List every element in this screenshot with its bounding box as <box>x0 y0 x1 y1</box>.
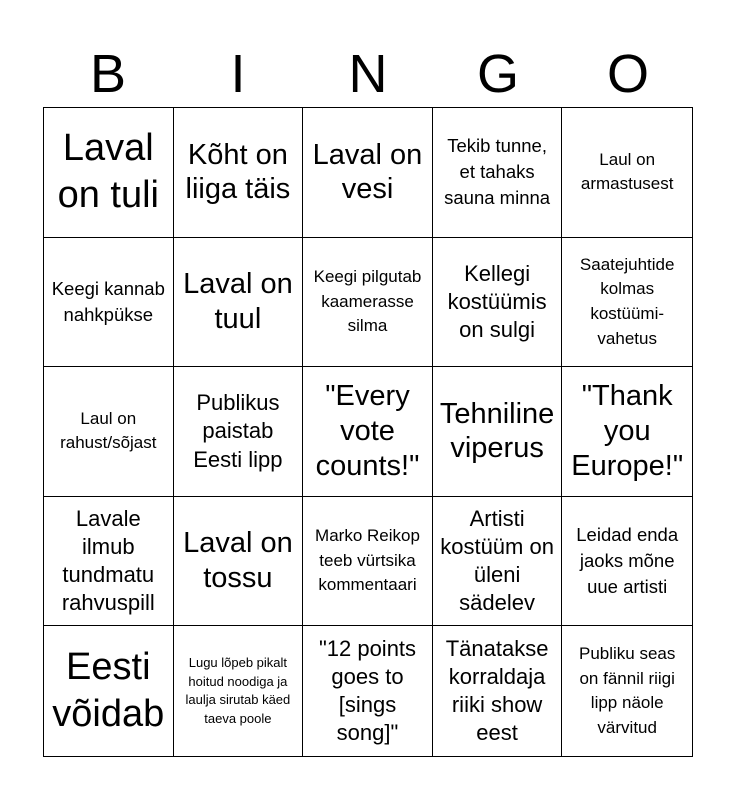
bingo-cell[interactable]: "Thank you Europe!" <box>562 367 692 497</box>
bingo-cell[interactable]: Tänatakse korraldaja riiki show eest <box>433 626 563 756</box>
bingo-cell[interactable]: "12 points goes to [sings song]" <box>303 626 433 756</box>
bingo-cell[interactable]: Marko Reikop teeb vürtsika kommentaari <box>303 497 433 627</box>
bingo-cell[interactable]: Laul on armastusest <box>562 108 692 238</box>
bingo-cell[interactable]: Laval on vesi <box>303 108 433 238</box>
bingo-cell[interactable]: Kõht on liiga täis <box>174 108 304 238</box>
bingo-cell[interactable]: Laval on tuli <box>44 108 174 238</box>
bingo-cell[interactable]: Publiku seas on fännil riigi lipp näole värvitud <box>579 643 676 737</box>
header-letter-n: N <box>348 44 388 104</box>
bingo-cell[interactable]: Leidad enda jaoks mõne uue artisti <box>562 497 692 627</box>
bingo-cell[interactable]: Tekib tunne, et tahaks sauna minna <box>433 108 563 238</box>
bingo-cell[interactable]: Lavale ilmub tundmatu rahvuspill <box>44 497 174 627</box>
bingo-cell[interactable]: Tehniline viperus <box>433 367 563 497</box>
header-letter-o: O <box>606 44 649 104</box>
bingo-cell[interactable]: "Every vote counts!" <box>303 367 433 497</box>
bingo-cell[interactable]: Keegi pilgutab kaamerasse silma <box>303 238 433 368</box>
bingo-cell[interactable]: Publikus paistab Eesti lipp <box>174 367 304 497</box>
bingo-board <box>43 107 693 757</box>
bingo-cell[interactable]: Laul on rahust/sõjast <box>44 367 174 497</box>
bingo-cell[interactable]: Keegi kannab nahkpükse <box>44 238 174 368</box>
header-letter-i: I <box>230 44 246 104</box>
bingo-cell[interactable]: Kellegi kostüümis on sulgi <box>433 238 563 368</box>
bingo-cell[interactable]: Artisti kostüüm on üleni sädelev <box>433 497 563 627</box>
bingo-cell[interactable]: Lugu lõpeb pikalt hoitud noodiga ja laulja sirutab käed taeva poole <box>174 626 304 756</box>
header-letter-b: B <box>89 44 127 104</box>
header-letter-g: G <box>476 44 519 104</box>
bingo-header <box>43 38 693 110</box>
bingo-cell[interactable]: Eesti võidab <box>44 626 174 756</box>
bingo-cell[interactable]: Laval on tuul <box>174 238 304 368</box>
bingo-cell[interactable]: Saatejuhtide kolmas kostüümi-vahetus <box>562 238 692 368</box>
bingo-cell[interactable]: Laval on tossu <box>174 497 304 627</box>
